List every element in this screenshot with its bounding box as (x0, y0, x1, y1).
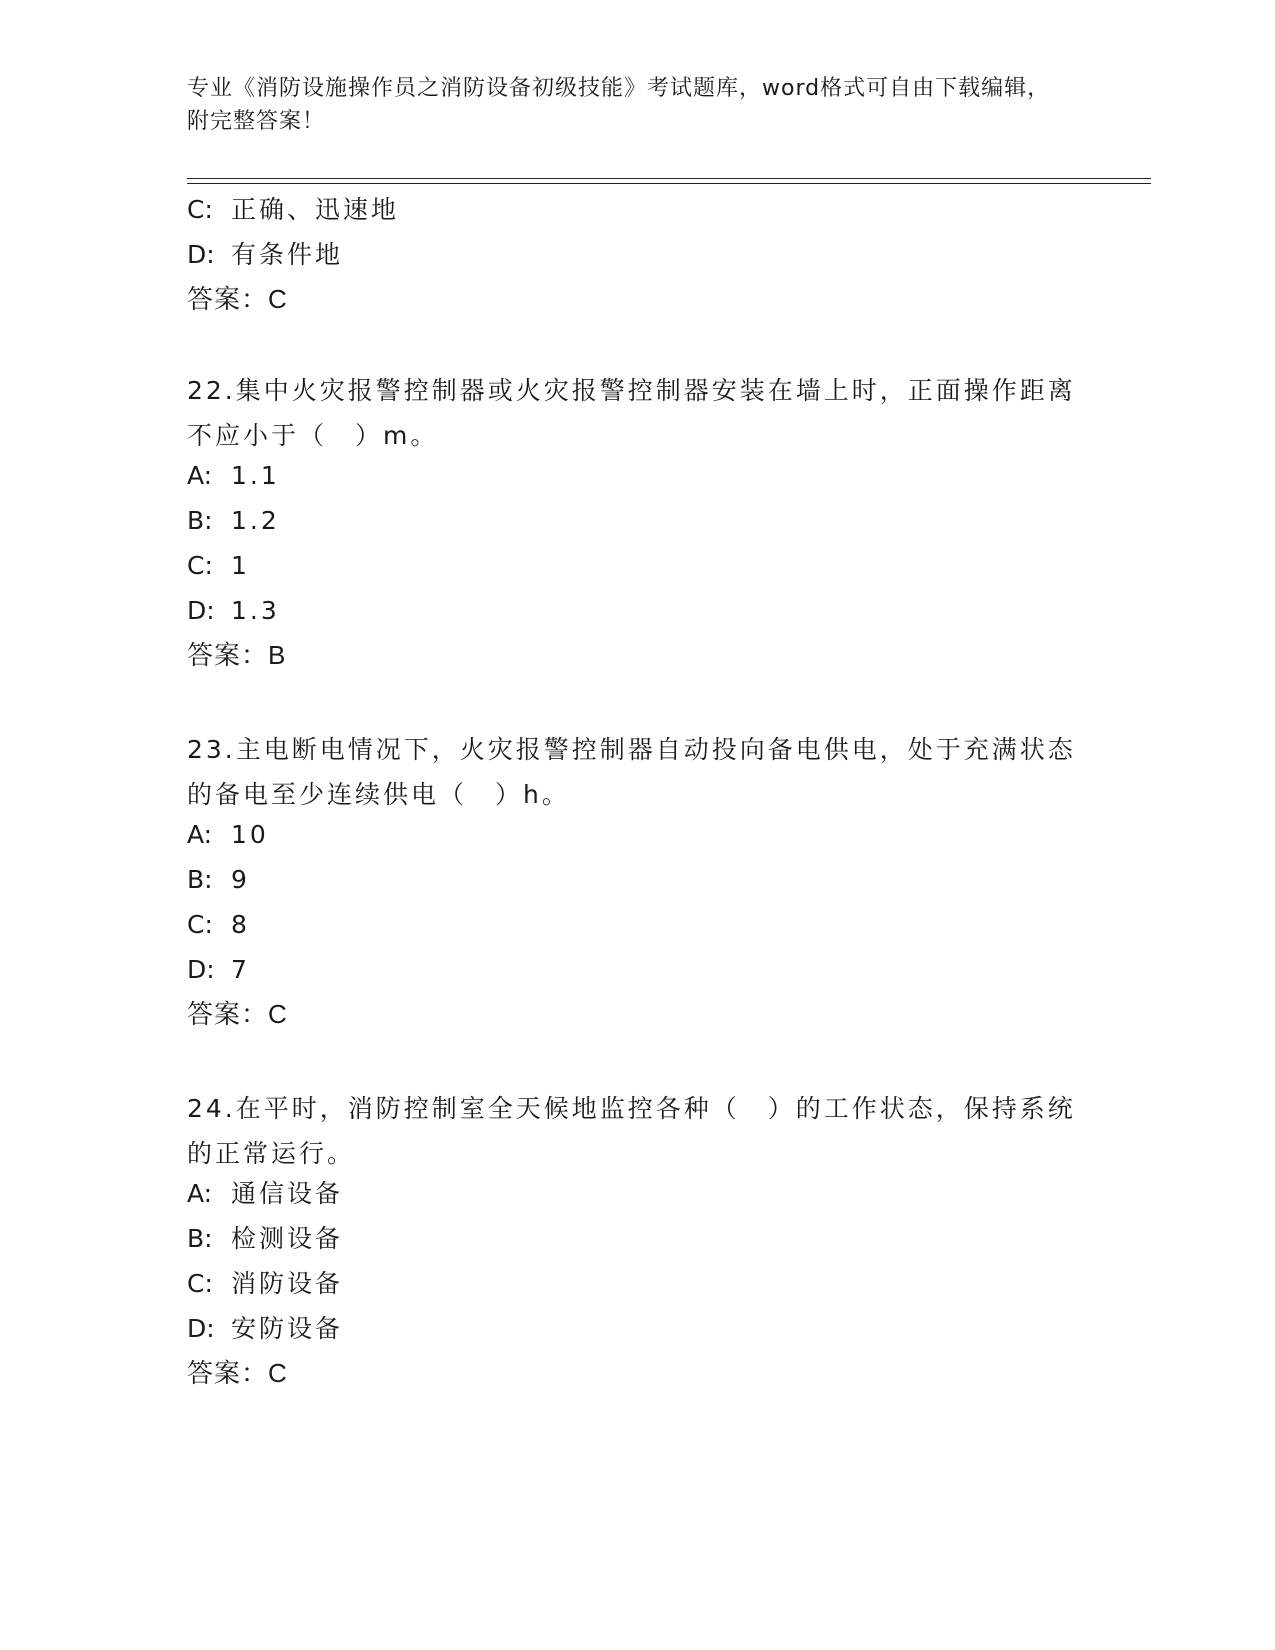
option-label: D: (187, 596, 215, 625)
option-label: B: (187, 865, 213, 894)
option-line (187, 193, 399, 227)
option-label: D: (187, 1314, 215, 1343)
option-line (187, 1312, 343, 1346)
option-text: 消防设备 (231, 1269, 344, 1298)
option-text: 8 (231, 910, 250, 939)
option-text: 7 (231, 955, 250, 984)
option-text: 1 (231, 551, 250, 580)
option-line (187, 953, 250, 987)
option-text: 10 (231, 820, 269, 849)
header-divider-bottom (187, 183, 1151, 184)
option-line (187, 908, 250, 942)
option-text: 1.3 (231, 596, 280, 625)
option-label: C: (187, 1269, 213, 1298)
option-text: 安防设备 (231, 1314, 344, 1343)
option-text: 1.2 (231, 506, 280, 535)
option-line (187, 238, 343, 272)
option-label: C: (187, 195, 213, 224)
document-header: 专业《消防设施操作员之消防设备初级技能》考试题库，word格式可自由下载编辑，附完整答案！ (187, 76, 1051, 134)
option-line (187, 459, 280, 493)
option-text: 检测设备 (231, 1224, 344, 1253)
option-line (187, 594, 280, 628)
option-label: D: (187, 240, 215, 269)
answer-line: 答案：C (187, 284, 288, 314)
option-text: 1.1 (231, 461, 280, 490)
option-label: A: (187, 1179, 213, 1208)
answer-line: 答案：C (187, 1358, 288, 1388)
option-label: C: (187, 551, 213, 580)
answer-line: 答案：C (187, 999, 288, 1029)
option-label: B: (187, 1224, 213, 1253)
option-line (187, 504, 280, 538)
question-text: 23.主电断电情况下，火灾报警控制器自动投向备电供电，处于充满状态的备电至少连续供电（ ）h。 (187, 735, 1076, 809)
option-label: D: (187, 955, 215, 984)
option-text: 9 (231, 865, 250, 894)
option-line (187, 1267, 343, 1301)
option-text: 通信设备 (231, 1179, 344, 1208)
option-text: 有条件地 (231, 240, 344, 269)
answer-line: 答案：B (187, 640, 287, 670)
option-label: C: (187, 910, 213, 939)
option-label: A: (187, 820, 213, 849)
option-label: B: (187, 506, 213, 535)
option-line (187, 549, 250, 583)
option-label: A: (187, 461, 213, 490)
option-line (187, 863, 250, 897)
option-text: 正确、迅速地 (231, 195, 400, 224)
header-divider-top (187, 178, 1151, 179)
question-text: 22.集中火灾报警控制器或火灾报警控制器安装在墙上时，正面操作距离不应小于（ ）m。 (187, 376, 1076, 450)
option-line (187, 1177, 343, 1211)
option-line (187, 818, 269, 852)
option-line (187, 1222, 343, 1256)
question-text: 24.在平时，消防控制室全天候地监控各种（ ）的工作状态，保持系统的正常运行。 (187, 1094, 1076, 1168)
